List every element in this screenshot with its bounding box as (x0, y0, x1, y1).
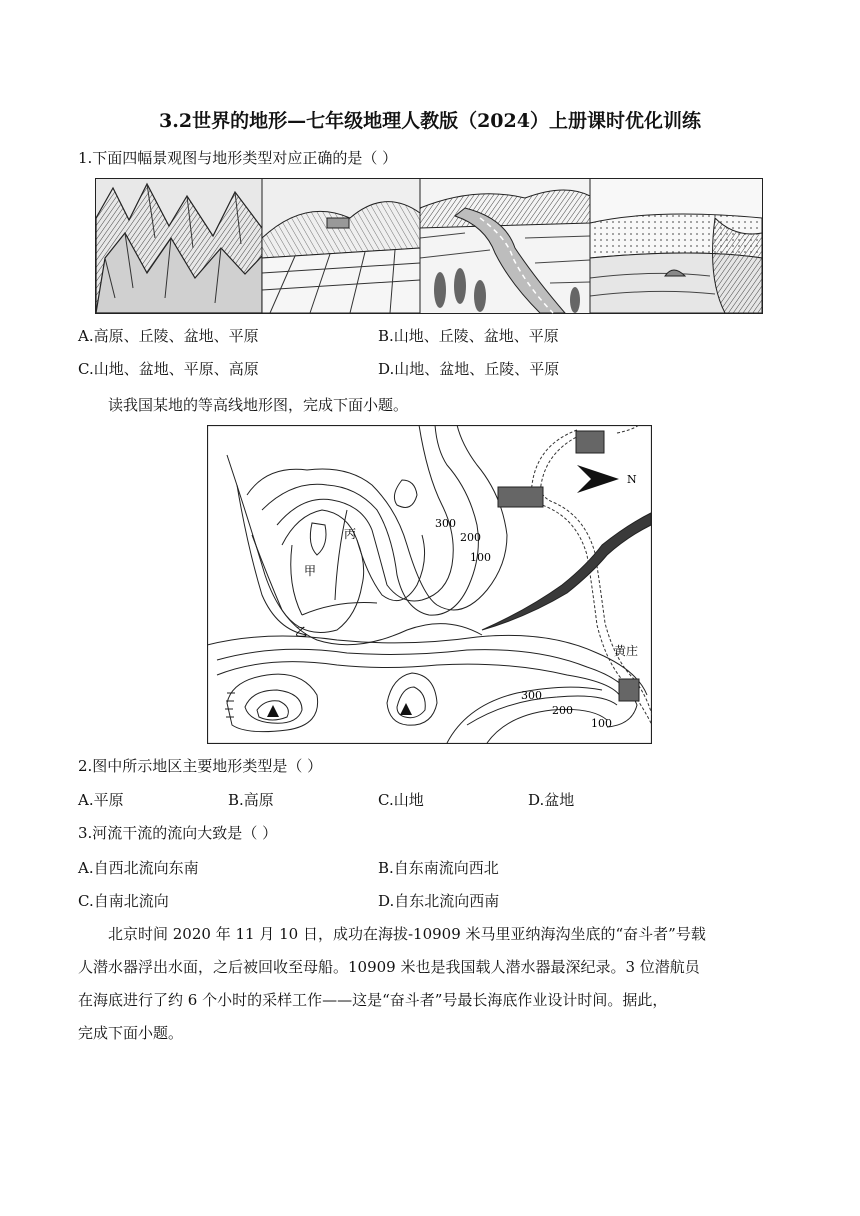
question-2-stem: 2.图中所示地区主要地形类型是（ ） (78, 757, 323, 775)
passage-line: 北京时间 2020 年 11 月 10 日，成功在海拔-10909 米马里亚纳海沟坐底的“奋斗者”号载 (108, 925, 706, 943)
label-yi: 乙 (295, 625, 308, 639)
contour-label-100-top: 100 (470, 551, 491, 564)
contour-label-200-bottom: 200 (552, 704, 573, 717)
option-3b[interactable]: B.自东南流向西北 (378, 859, 499, 877)
page-title: 3.2世界的地形—七年级地理人教版（2024）上册课时优化训练 (159, 110, 701, 132)
option-2d[interactable]: D.盆地 (528, 791, 575, 809)
option-1b[interactable]: B.山地、丘陵、盆地、平原 (378, 327, 559, 345)
contour-map (207, 425, 652, 744)
passage-line: 完成下面小题。 (78, 1024, 184, 1042)
reading-passage (78, 918, 788, 1050)
panel-basin-road (420, 179, 590, 313)
panel-mountains (96, 179, 262, 313)
passage-line: 在海底进行了约 6 个小时的采样工作——这是“奋斗者”号最长海底作业设计时间。据此， (78, 991, 668, 1009)
option-1a[interactable]: A.高原、丘陵、盆地、平原 (78, 327, 259, 345)
option-2a[interactable]: A.平原 (78, 791, 124, 809)
panel-hills-fields (262, 179, 420, 313)
option-3c[interactable]: C.自南北流向 (78, 892, 169, 910)
contour-label-300-top: 300 (435, 517, 456, 530)
option-3a[interactable]: A.自西北流向东南 (78, 859, 199, 877)
settlement-top (576, 431, 604, 453)
question-1-stem: 1.下面四幅景观图与地形类型对应正确的是（ ） (78, 149, 398, 167)
option-2c[interactable]: C.山地 (378, 791, 424, 809)
contour-label-200-top: 200 (460, 531, 481, 544)
option-3d[interactable]: D.自东北流向西南 (378, 892, 500, 910)
label-huangzhuang: 黄庄 (614, 644, 639, 658)
option-1c[interactable]: C.山地、盆地、平原、高原 (78, 360, 259, 378)
question-3-stem: 3.河流干流的流向大致是（ ） (78, 824, 278, 842)
map-intro: 读我国某地的等高线地形图，完成下面小题。 (108, 396, 409, 414)
option-2b[interactable]: B.高原 (228, 791, 274, 809)
passage-line: 人潜水器浮出水面，之后被回收至母船。10909 米也是我国载人潜水器最深纪录。3 位潜航员 (78, 958, 700, 976)
contour-label-300-bottom: 300 (521, 689, 542, 702)
option-1d[interactable]: D.山地、盆地、丘陵、平原 (378, 360, 560, 378)
settlement-huangzhuang (619, 679, 639, 701)
label-bing: 丙 (344, 527, 357, 541)
settlement-middle (498, 487, 543, 507)
contour-label-100-bottom: 100 (591, 717, 612, 730)
landscape-illustrations (95, 178, 763, 314)
north-label: N (627, 473, 637, 486)
label-jia: 甲 (304, 564, 317, 578)
panel-plain-coast (590, 179, 762, 313)
